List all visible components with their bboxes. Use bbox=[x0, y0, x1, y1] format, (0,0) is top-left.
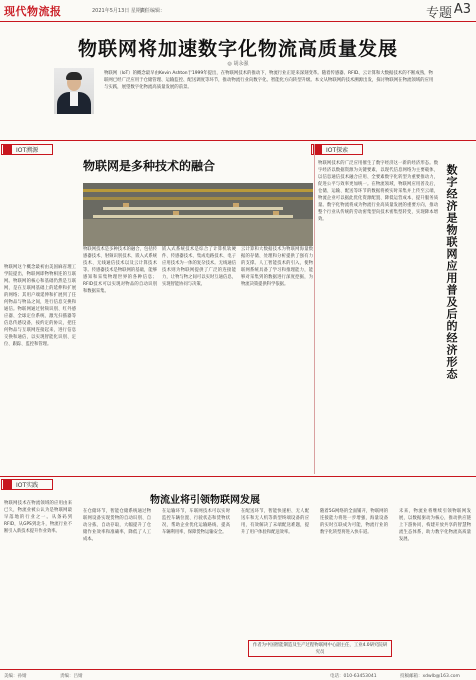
column-divider bbox=[314, 144, 315, 474]
text-column: 随着5G网络的全面铺开，物联网的连接能力将进一步增强，海量设备的实时互联成为可能，物流行业的数字化转型将进入快车道。 bbox=[320, 509, 388, 535]
tag-iot-practice: IOT实践 bbox=[1, 479, 53, 490]
subheading-logistics-leads: 物流业将引领物联网发展 bbox=[150, 495, 260, 506]
tag-iot-explore: IOT探索 bbox=[311, 144, 363, 155]
article-byline: ◎ 胡永强 bbox=[227, 61, 249, 67]
author-note: 作者为中国智能制造及生产过程物联网中心副主任，工业4.0研究院研究员 bbox=[248, 640, 392, 657]
text-column: 未来，物流业将继续引领物联网发展，以数据驱动为核心，推动供应链上下游协同，构建开放共享的智慧物流生态体系，助力数字化物流高质量发展。 bbox=[399, 509, 471, 542]
divider bbox=[0, 476, 476, 477]
page-number: A3 bbox=[453, 2, 471, 17]
warehouse-photo bbox=[83, 183, 313, 246]
footer-phone: 电话：010-63453041 bbox=[330, 674, 377, 679]
text-column: 物联网技术是多种技术的融合，包括传感器技术、射频识别技术、嵌入式系统技术、无线通信技术以及云计算技术等。传感器技术是物联网的基础，能够感知和采集物理世界的各种信息；RFID技术可以实现对物品的自动识别和数据采集。 bbox=[83, 247, 157, 294]
footer-email: 投稿邮箱：xdwlb@163.com bbox=[400, 674, 460, 679]
article-intro: 物联网（IoT）的概念最早由Kevin Ashton于1999年提出，在物联网技术的推动下，物流行业正迎来深刻变革。随着传感器、RFID、云计算和大数据技术的不断成熟，物联网已经广泛应用于仓储管理、运输监控、配送调度等环节，推动物流行业向数字化、智能化方向转型升级。本文从物联网的技术溯源出发，探讨物联网在物流领域的应用与实践，展望数字化物流高质量发展的前景。 bbox=[104, 71, 434, 90]
text-column: 在运输环节，车联网技术可以实时监控车辆位置、行驶状态和货物状况，帮助企业优化运输路线、提高车辆利用率，保障货物运输安全。 bbox=[162, 509, 230, 535]
responsible-editor: 责任编辑： bbox=[140, 8, 166, 14]
text-column: 物联网技术的广泛应用催生了数字经济这一新的经济形态。数字经济以数据资源为关键要素，以现代信息网络为主要载体，以信息通信技术融合应用、全要素数字化转型为重要推动力，促进公平与效率更加统一。在物流领域，物联网应用普及后，仓储、运输、配送等环节的数据将被实时采集并上传至云端，物流企业可以据此优化资源配置、降低运营成本、提升服务质量。数字化物流将成为物流行业高质量发展的重要方向，推动整个行业从传统的劳动密集型向技术密集型转变，实现降本增效。 bbox=[318, 161, 438, 222]
page-header bbox=[0, 0, 476, 22]
issue-date: 2021年5月13日 星期四 bbox=[92, 8, 146, 14]
text-column: 云计算和大数据技术为物联网海量数据的存储、处理和分析提供了强有力的支撑。人工智能技术的引入，使物联网系统具备了学习和推理能力，能够对采集到的数据进行深度挖掘，为物流决策提供科学依据。 bbox=[241, 247, 313, 287]
text-column: 物联网技术在物流领域的应用由来已久，物流业被公认为是物联网最早落地的行业之一。从条码到RFID，从GPS到北斗，物流行业不断引入新技术提升作业效率。 bbox=[4, 501, 72, 534]
vertical-subheading: 数字经济是物联网应用普及后的经济形态 bbox=[445, 164, 458, 380]
text-column: 物联网这个概念最初由美国麻省理工学院提出，物联网即物物相连的互联网。物联网的核心和基础仍然是互联网，是在互联网基础上的延伸和扩展的网络；其用户端延伸和扩展到了任何物品与物品之间，进行信息交换和通信。物联网通过射频识别、红外感应器、全球定位系统、激光扫描器等信息传感设备，按约定的协议，把任何物品与互联网连接起来，进行信息交换和通信，以实现智能化识别、定位、跟踪、监控和管理。 bbox=[4, 265, 76, 347]
newspaper-brand: 现代物流报 bbox=[4, 5, 62, 18]
text-column: 在配送环节，智能快递柜、无人配送车和无人机等新型终端设备的应用，有效解决了末端配送难题，提升了用户体验和配送效率。 bbox=[241, 509, 309, 535]
text-column: 在仓储环节，智能仓储系统通过物联网设备实现货物的自动识别、自动分拣、自动存取，大幅提升了仓储作业效率和准确率，降低了人工成本。 bbox=[83, 509, 151, 542]
author-photo bbox=[54, 68, 94, 114]
tag-square-icon bbox=[3, 145, 12, 154]
subheading-technology-fusion: 物联网是多种技术的融合 bbox=[83, 159, 216, 173]
tag-iot-source: IOT溯源 bbox=[1, 144, 53, 155]
page-footer bbox=[0, 669, 476, 680]
footer-designer: 美编：孙婧 bbox=[4, 674, 27, 679]
divider bbox=[0, 140, 476, 141]
section-name: 专题 bbox=[425, 6, 452, 21]
text-column: 嵌入式系统技术是综合了计算机软硬件、传感器技术、集成电路技术、电子应用技术为一体的复杂技术。无线通信技术则为物联网提供了广泛的连接能力，让物与物之间可以实时互通信息，实现智能协同与决策。 bbox=[162, 247, 236, 287]
article-title: 物联网将加速数字化物流高质量发展 bbox=[77, 38, 398, 60]
footer-proof: 责编：吕婧 bbox=[60, 674, 83, 679]
tag-square-icon bbox=[3, 480, 12, 489]
